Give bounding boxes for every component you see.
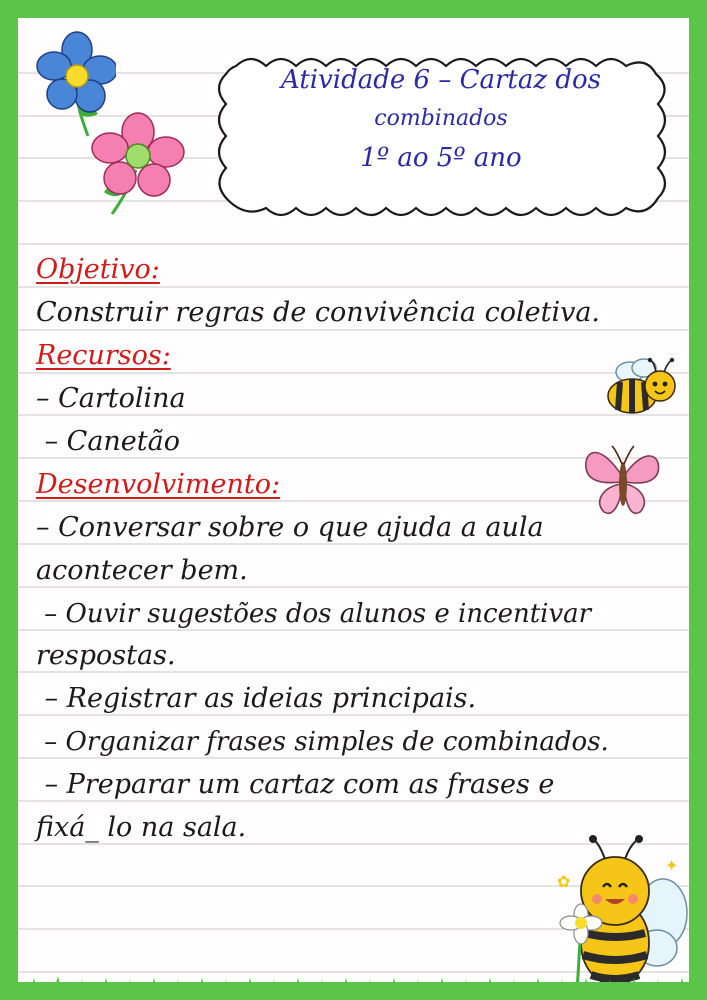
desenvolvimento-line: respostas. (36, 640, 176, 671)
desenvolvimento-line: – Conversar sobre o que ajuda a aula (36, 512, 544, 543)
desenvolvimento-heading: Desenvolvimento: (36, 469, 281, 500)
desenvolvimento-line: – Ouvir sugestões dos alunos e incentivar (36, 599, 592, 629)
recursos-item: – Cartolina (36, 383, 186, 414)
svg-text:✿: ✿ (557, 872, 571, 891)
svg-text:✦: ✦ (665, 856, 679, 875)
title-line-2: combinados (374, 106, 508, 131)
recursos-item: – Canetão (36, 426, 180, 457)
title-line-3: 1º ao 5º ano (360, 143, 522, 173)
desenvolvimento-line: – Registrar as ideias principais. (36, 683, 477, 714)
desenvolvimento-line: acontecer bem. (36, 555, 248, 586)
title-block (206, 60, 676, 178)
title-line-1: Atividade 6 – Cartaz dos (281, 65, 601, 95)
grass-icon (18, 968, 707, 1000)
desenvolvimento-line: fixá_ lo na sala. (36, 812, 247, 843)
objetivo-heading: Objetivo: (36, 254, 160, 285)
objetivo-text: Construir regras de convivência coletiva. (36, 297, 601, 328)
desenvolvimento-line: – Preparar um cartaz com as frases e (36, 769, 555, 800)
butterfly-icon (580, 436, 664, 526)
pink-flower-icon (90, 110, 186, 220)
recursos-heading: Recursos: (36, 340, 171, 371)
desenvolvimento-line: – Organizar frases simples de combinados. (36, 727, 609, 757)
bee-icon (600, 352, 686, 422)
